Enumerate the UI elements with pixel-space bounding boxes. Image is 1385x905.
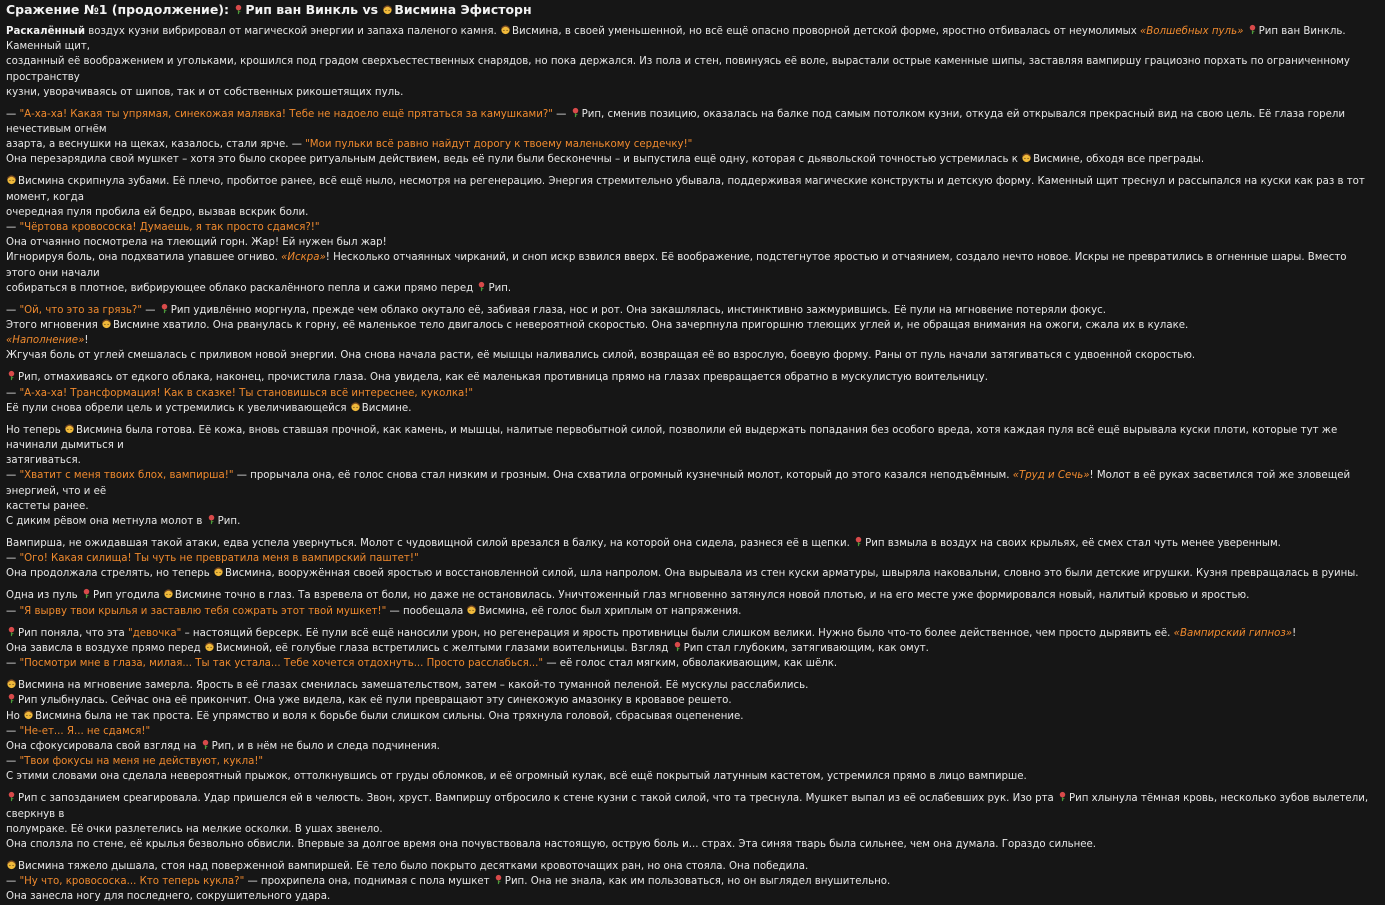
narration-text: Она занесла ногу для последнего, сокрушительного удара. (6, 891, 331, 903)
narration-text: Рип угодила (92, 590, 163, 602)
rose-icon (1057, 791, 1068, 802)
text-line (6, 401, 1377, 416)
girl-face-icon (204, 641, 215, 652)
text-line (6, 24, 1377, 54)
narration-text: Рип, отмахиваясь от едкого облака, наконец, прочистила глаза. Она увидела, как её маленькая противница прямо на глазах превращается обратно в мускулистую воительницу. (18, 372, 988, 384)
narration-text: Вампирша, не ожидавшая такой атаки, едва успела увернуться. Молот с чудовищной силой врезался в балку, на которой она сидела, разнеся её в щепки. (6, 538, 854, 550)
narration-text: Висмине точно в глаз. Та взревела от боли, но даже не остановилась. Уничтоженный глаз мгновенно затянулся новой плотью, и на его месте уже формировался новый, налитый кровью и яростью. (174, 590, 1250, 602)
narration-text: очередная пуля пробила ей бедро, вызвав вскрик боли. (6, 206, 309, 218)
rose-icon (6, 791, 17, 802)
text-line (6, 205, 1377, 220)
narration-text: Рип с запозданием среагировала. Удар пришелся ей в челюсть. Звон, хруст. Вампиршу отбросило к стене кузни с такой силой, что та треснула. Мушкет выпал из её ослабевших рук. Изо рта (18, 793, 1057, 805)
skill-name: «Волшебных пуль» (1140, 26, 1244, 37)
paragraph (6, 588, 1377, 618)
skill-name: «Наполнение» (6, 335, 85, 347)
skill-name: «Искра» (281, 252, 326, 264)
narration-text: Висмина, в своей уменьшенной, но всё ещё опасно проворной детской форме, яростно отбивалась от неумолимых (511, 26, 1140, 37)
narration-text: затягиваться. (6, 455, 81, 467)
rose-icon (200, 739, 211, 750)
dialogue-quote: "Хватит с меня твоих блох, вампирша!" (19, 470, 234, 482)
narration-text: собираться в плотное, вибрирующее облако раскалённого пепла и сажи прямо перед (6, 282, 477, 294)
dialogue-quote: "А-ха-ха! Какая ты упрямая, синекожая малявка! Тебе не надоело ещё прятаться за камушками?" (19, 108, 553, 120)
text-line (6, 588, 1377, 603)
text-line (6, 656, 1377, 671)
narration-text: Она сфокусировала свой взгляд на (6, 740, 200, 752)
narration-text: — (552, 108, 570, 120)
dialogue-quote: "Чёртова кровососка! Думаешь, я так просто сдамся?!" (19, 222, 320, 234)
text-line (6, 137, 1377, 152)
narration-text: — прохрипела она, поднимая с пола мушкет (244, 876, 493, 888)
text-line (6, 739, 1377, 754)
text-line (6, 822, 1377, 837)
narration-text: Она перезарядила свой мушкет – хотя это было скорее ритуальным действием, ведь её пули были бесконечны – и выпустила ещё одну, которая с дьявольской точностью устремилась к (6, 154, 1022, 166)
narration-text: Одна из пуль (6, 590, 81, 602)
rose-icon (233, 4, 244, 15)
paragraph (6, 423, 1377, 529)
girl-face-icon (466, 604, 477, 615)
paragraph (6, 174, 1377, 296)
narration-text: созданный её воображением и угольками, крошился под градом сверхъестественных снарядов, но пока держался. Из пола и стен, повинуясь её воле, вырастали острые каменные шипы, заставляя вампиршу грациозно порхать по ограниченному пространству (6, 56, 1350, 83)
rose-icon (493, 874, 504, 885)
rose-icon (570, 107, 581, 118)
text-line (6, 769, 1377, 784)
paragraph (6, 303, 1377, 364)
narration-text: Жгучая боль от углей смешалась с приливом новой энергии. Она снова начала расти, её мышцы наливались силой, возвращая её во взрослую, боевую форму. Раны от пуль начали затягиваться с удвоенной скоростью. (6, 350, 1196, 362)
narration-text: — (142, 304, 159, 316)
dialogue-quote: "Посмотри мне в глаза, милая... Ты так устала... Тебе хочется отдохнуть... Просто расслабься..." (19, 658, 544, 670)
narration-text: азарта, а веснушки на щеках, казалось, стали ярче. — (6, 139, 306, 151)
text-line (6, 641, 1377, 656)
narration-text: Она отчаянно посмотрела на тлеющий горн. Жар! Ей нужен был жар! (6, 237, 387, 249)
girl-face-icon (101, 318, 112, 329)
text-line (6, 107, 1377, 137)
title-prefix: Сражение №1 (продолжение): (6, 2, 234, 17)
page-title (6, 2, 1377, 18)
narration-text: Рип улыбнулась. Сейчас она её прикончит. Она уже видела, как её пули превращают эту синекожую амазонку в кровавое решето. (18, 695, 732, 707)
narration-text: полумраке. Её очки разлетелись на мелкие осколки. В ушах звенело. (6, 823, 383, 835)
narration-text: — (6, 756, 20, 768)
narration-text: — её голос стал мягким, обволакивающим, как шёлк. (543, 658, 838, 670)
girl-face-icon (1021, 152, 1032, 163)
dialogue-quote: "Твои фокусы на меня не действуют, кукла!" (19, 756, 264, 768)
narration-text: — (6, 553, 20, 565)
narration-text: Рип. Она не знала, как им пользоваться, но он выглядел внушительно. (504, 876, 891, 888)
paragraph (6, 536, 1377, 582)
title-vismina-name: Висмина Эфисторн (394, 2, 532, 17)
text-line (6, 250, 1377, 280)
text-line (6, 220, 1377, 235)
narration-text: Висмине хватило. Она рванулась к горну, её маленькое тело двигалось с невероятной скоростью. Она зачерпнула пригоршню тлеющих углей и, не обращая внимания на ожоги, сжала их в кулаке. (112, 320, 1189, 332)
narration-text: – настоящий берсерк. Её пули всё ещё наносили урон, но регенерация и ярость противницы были слишком велики. Нужно было что-то более действенное, чем просто дырявить её. (181, 627, 1174, 639)
text-line (6, 551, 1377, 566)
narration-text: Она продолжала стрелять, но теперь (6, 568, 214, 580)
girl-face-icon (6, 678, 17, 689)
narration-text: Она зависла в воздухе прямо перед (6, 642, 204, 654)
rose-icon (672, 641, 683, 652)
text-line (6, 837, 1377, 852)
narration-text: Висмина была не так проста. Её упрямство и воля к борьбе были слишком сильны. Она тряхнула головой, сбрасывая оцепенение. (35, 710, 744, 722)
skill-name: «Труд и Сечь» (1012, 470, 1090, 482)
narration-text: — пообещала (386, 605, 467, 617)
narration-text: ! (84, 335, 89, 347)
text-line (6, 536, 1377, 551)
narration-text: Висмина тяжело дышала, стоя над поверженной вампиршей. Её тело было покрыто десятками кровоточащих ран, но она стояла. Она победила. (18, 860, 809, 872)
narration-text: ! (1292, 627, 1297, 639)
narration-text: воздух кузни вибрировал от магической энергии и запаха паленого камня. (84, 26, 500, 37)
narration-text: Висмина на мгновение замерла. Ярость в её глазах сменилась замешательством, затем – какой-то туманной пеленой. Её мускулы расслабились. (18, 680, 809, 692)
dialogue-quote: "девочка" (128, 627, 182, 639)
rose-icon (6, 626, 17, 637)
dialogue-quote: "Я вырву твои крылья и заставлю тебя сожрать этот твой мушкет!" (19, 605, 387, 617)
rose-icon (6, 693, 17, 704)
narration-text: Она сползла по стене, её крылья безвольно обвисли. Впервые за долгое время она почувствовала настоящую, острую боль и... страх. Эта синяя тварь была сильнее, чем она думала. Гораздо сильнее. (6, 838, 1097, 850)
text-line (6, 54, 1377, 84)
rose-icon (206, 514, 217, 525)
rose-icon (476, 281, 487, 292)
narration-text: Висмина была готова. Её кожа, вновь ставшая прочной, как камень, и мышцы, налитые первобытной силой, позволили ей выдержать попадания без особого вреда, хотя каждая пуля всё ещё вырывала куски плоти, которые тут же начинали дымиться и (6, 424, 1338, 452)
narration-text: Но теперь (6, 424, 64, 436)
girl-face-icon (64, 423, 75, 434)
narration-text: Висмине, обходя все преграды. (1033, 154, 1205, 166)
text-line (6, 499, 1377, 514)
paragraph (6, 791, 1377, 852)
narration-text: Этого мгновения (6, 320, 101, 332)
narration-text: Висмина, вооружённая своей яростью и восстановленной силой, шла напролом. Она вырывала из стен куски арматуры, швыряла наковальни, словно это были детские игрушки. Кузня превращалась в руины. (225, 568, 1359, 580)
narration-text: Рип поняла, что эта (18, 627, 129, 639)
text-line (6, 709, 1377, 724)
paragraph (6, 859, 1377, 905)
rose-icon (6, 370, 17, 381)
paragraph (6, 370, 1377, 416)
story-body (6, 24, 1377, 905)
text-line (6, 281, 1377, 296)
narration-text: Рип удивлённо моргнула, прежде чем облако окутало её, забивая глаза, нос и рот. Она закашлялась, инстинктивно зажмурившись. Её пули на мгновение потеряли фокус. (170, 304, 1107, 316)
girl-face-icon (6, 859, 17, 870)
narration-text: кастеты ранее. (6, 500, 89, 512)
girl-face-icon (350, 401, 361, 412)
text-line (6, 678, 1377, 693)
narration-text: — (6, 304, 20, 316)
bold-text: Раскалённый (6, 26, 85, 37)
narration-text: Висмина, её голос был хриплым от напряжения. (478, 605, 742, 617)
text-line (6, 348, 1377, 363)
narration-text: ! Несколько отчаянных чирканий, и сноп искр взвился вверх. Её воображение, подстегнутое яростью и отчаянием, создало нечто новое. Искры не превратились в огненные шары. Вместо этого они начали (6, 252, 1347, 279)
girl-face-icon (213, 566, 224, 577)
narration-text: Рип. (217, 516, 241, 528)
text-line (6, 303, 1377, 318)
narration-text: Рип, и в нём не было и следа подчинения. (211, 740, 440, 752)
narration-text: Рип ван Винкль. Каменный щит, (6, 26, 1346, 53)
dialogue-quote: "Ну что, кровососка... Кто теперь кукла?" (19, 876, 245, 888)
text-line (6, 423, 1377, 453)
girl-face-icon (163, 588, 174, 599)
narration-text: — (6, 222, 20, 234)
girl-face-icon (6, 174, 17, 185)
narration-text: — (6, 876, 20, 888)
text-line (6, 386, 1377, 401)
dialogue-quote: "Не-ет... Я... не сдамся!" (19, 725, 151, 737)
text-line (6, 604, 1377, 619)
dialogue-quote: "А-ха-ха! Трансформация! Как в сказке! Ты становишься всё интереснее, куколка!" (19, 387, 474, 399)
text-line (6, 235, 1377, 250)
text-line (6, 318, 1377, 333)
narration-text: Висмине. (361, 402, 412, 414)
narration-text: — (6, 108, 20, 120)
narration-text: Её пули снова обрели цель и устремились к увеличивающейся (6, 402, 350, 414)
rose-icon (1247, 24, 1258, 35)
text-line (6, 370, 1377, 385)
text-line (6, 174, 1377, 204)
text-line (6, 333, 1377, 348)
skill-name: «Вампирский гипноз» (1173, 627, 1293, 639)
paragraph (6, 678, 1377, 784)
text-line (6, 453, 1377, 468)
rose-icon (159, 303, 170, 314)
narration-text: Висмина скрипнула зубами. Её плечо, пробитое ранее, всё ещё ныло, несмотря на регенерацию. Энергия стремительно убывала, поддерживая магические конструкты и детскую форму. Каменный щит треснул и рассыпался на куски как раз в тот момент, когда (6, 176, 1365, 203)
text-line (6, 693, 1377, 708)
dialogue-quote: "Ой, что это за грязь?" (19, 304, 143, 316)
narration-text: С этими словами она сделала невероятный прыжок, оттолкнувшись от груды обломков, и её огромный кулак, всё ещё покрытый латунным кастетом, устремился прямо в лицо вампирше. (6, 771, 1027, 783)
text-line (6, 566, 1377, 581)
title-rip-name: Рип ван Винкль (245, 2, 359, 17)
girl-face-icon (23, 709, 34, 720)
paragraph (6, 24, 1377, 100)
narration-text: Рип стал глубоким, затягивающим, как омут. (683, 642, 929, 654)
narration-text: Рип. (488, 282, 512, 294)
narration-text: Висминой, её голубые глаза встретились с желтыми глазами воительницы. Взгляд (215, 642, 672, 654)
paragraph (6, 626, 1377, 672)
narration-text: Но (6, 710, 24, 722)
girl-face-icon (500, 24, 511, 35)
narration-text: — (6, 470, 20, 482)
text-line (6, 152, 1377, 167)
narration-text: — (6, 605, 20, 617)
narration-text: — (6, 725, 20, 737)
narration-text: Игнорируя боль, она подхватила упавшее огниво. (6, 252, 282, 264)
text-line (6, 874, 1377, 889)
text-line (6, 85, 1377, 100)
girl-face-icon (382, 4, 393, 15)
text-line (6, 889, 1377, 904)
text-line (6, 791, 1377, 821)
title-vs: vs (358, 2, 383, 17)
narration-text: — (6, 387, 20, 399)
narration-text: С диким рёвом она метнула молот в (6, 516, 206, 528)
paragraph (6, 107, 1377, 168)
dialogue-quote: "Мои пульки всё равно найдут дорогу к твоему маленькому сердечку!" (305, 139, 693, 151)
text-line (6, 859, 1377, 874)
narration-text: Рип хлынула тёмная кровь, несколько зубов вылетели, сверкнув в (6, 793, 1369, 820)
narration-text: Рип взмыла в воздух на своих крыльях, её смех стал чуть менее уверенным. (865, 538, 1281, 550)
rose-icon (853, 536, 864, 547)
text-line (6, 468, 1377, 498)
text-line (6, 724, 1377, 739)
narration-text: — (6, 658, 20, 670)
narration-text: Рип, сменив позицию, оказалась на балке под самым потолком кузни, откуда ей открывался прекрасный вид на свою цель. Её глаза горели нечестивым огнём (6, 108, 1346, 136)
text-line (6, 626, 1377, 641)
narration-text: кузни, уворачиваясь от шипов, так и от собственных рикошетящих пуль. (6, 86, 404, 98)
narration-text: — прорычала она, её голос снова стал низким и грозным. Она схватила огромный кузнечный молот, который до этого казался неподъёмным. (233, 470, 1013, 482)
dialogue-quote: "Ого! Какая силища! Ты чуть не превратила меня в вампирский паштет!" (19, 553, 419, 565)
narration-text: ! Молот в её руках засветился той же зловещей энергией, что и её (6, 470, 1351, 497)
text-line (6, 754, 1377, 769)
rose-icon (81, 588, 92, 599)
text-line (6, 514, 1377, 529)
